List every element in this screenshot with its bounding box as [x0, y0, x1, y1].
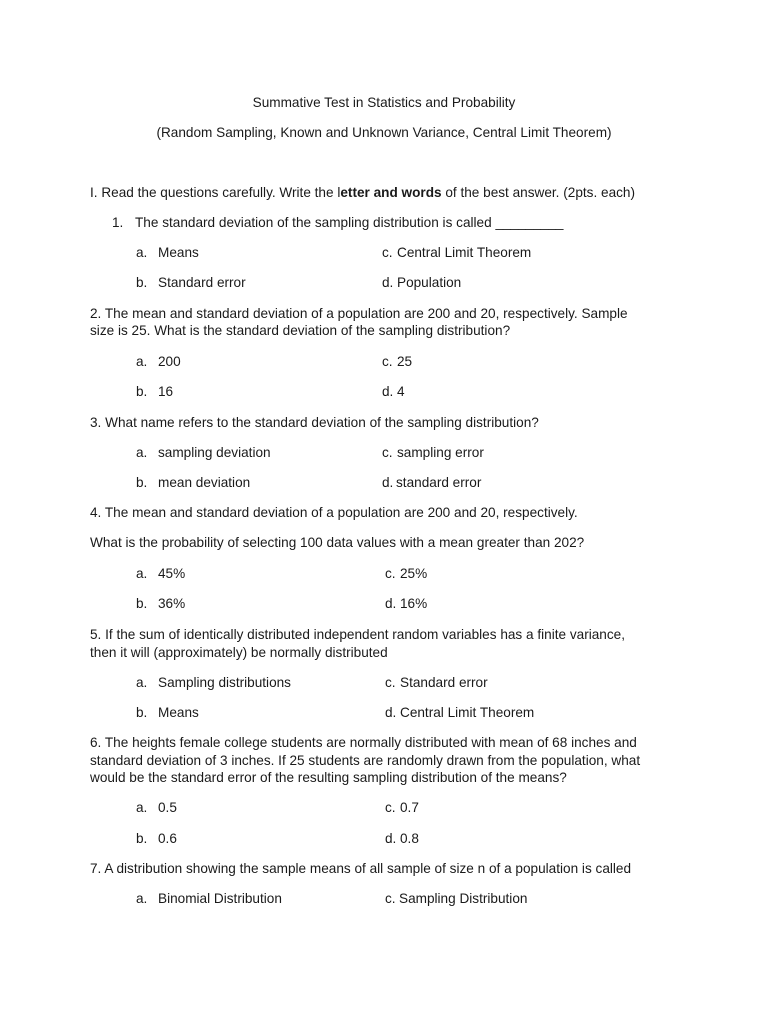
choice-letter: a.	[136, 245, 148, 260]
choice-letter: b.	[136, 705, 148, 720]
q5-choice-b	[136, 704, 199, 721]
q7-choice-a	[136, 890, 282, 907]
q2-choice-a	[136, 353, 181, 370]
q2-choice-c	[382, 353, 412, 370]
q2-choice-b	[136, 383, 173, 400]
choice-letter: b.	[136, 384, 148, 399]
question-1-number: 1.	[112, 215, 124, 230]
q1-choice-d	[382, 274, 461, 291]
q3-choice-d	[382, 474, 481, 491]
instructions	[90, 184, 635, 201]
page-title: Summative Test in Statistics and Probability	[252, 95, 516, 110]
choice-letter: c.	[382, 354, 393, 369]
choice-letter: a.	[136, 566, 148, 581]
choice-letter: a.	[136, 445, 148, 460]
choice-letter: c.	[382, 445, 393, 460]
question-6-line-1: 6. The heights female college students are normally distributed with mean of 68 inches and	[90, 735, 637, 750]
choice-letter: c.	[382, 245, 393, 260]
choice-text: 25	[397, 354, 413, 369]
choice-text: 16%	[400, 596, 428, 611]
page-subtitle: (Random Sampling, Known and Unknown Variance, Central Limit Theorem)	[156, 125, 612, 140]
choice-text: Sampling Distribution	[399, 891, 528, 906]
q2-choice-d	[382, 383, 405, 400]
question-4-line-1: 4. The mean and standard deviation of a population are 200 and 20, respectively.	[90, 505, 578, 520]
choice-text: 4	[397, 384, 405, 399]
instructions-bold: etter and words	[340, 185, 442, 200]
choice-text: sampling deviation	[158, 445, 271, 460]
choice-letter: d.	[382, 275, 394, 290]
q3-choice-a	[136, 444, 271, 461]
question-2-line-2: size is 25. What is the standard deviation of the sampling distribution?	[90, 323, 511, 338]
choice-text: 36%	[158, 596, 186, 611]
choice-text: mean deviation	[158, 475, 251, 490]
question-5-line-2: then it will (approximately) be normally distributed	[90, 645, 388, 660]
choice-text: Central Limit Theorem	[397, 245, 532, 260]
q6-choice-b	[136, 830, 177, 847]
choice-text: Sampling distributions	[158, 675, 291, 690]
choice-text: standard error	[396, 475, 482, 490]
instructions-text-1: I. Read the questions carefully. Write the l	[90, 185, 341, 200]
q1-choice-a	[136, 244, 199, 261]
q4-choice-b	[136, 595, 185, 612]
choice-text: Standard error	[400, 675, 488, 690]
q6-choice-d	[385, 830, 419, 847]
choice-text: Population	[397, 275, 462, 290]
choice-text: 0.6	[158, 831, 177, 846]
choice-text: 45%	[158, 566, 186, 581]
question-7-line-1: 7. A distribution showing the sample means of all sample of size n of a population is called	[90, 861, 632, 876]
choice-text: 0.5	[158, 800, 177, 815]
choice-text: Central Limit Theorem	[400, 705, 535, 720]
choice-letter: b.	[136, 596, 148, 611]
choice-letter: a.	[136, 354, 148, 369]
choice-letter: a.	[136, 800, 148, 815]
choice-letter: d.	[385, 831, 397, 846]
q6-choice-c	[385, 799, 419, 816]
choice-letter: c.	[385, 566, 396, 581]
choice-letter: d.	[382, 384, 394, 399]
choice-letter: d.	[385, 596, 397, 611]
q1-choice-b	[136, 274, 246, 291]
question-4-line-2: What is the probability of selecting 100 data values with a mean greater than 202?	[90, 535, 585, 550]
choice-text: 0.8	[400, 831, 419, 846]
q4-choice-c	[385, 565, 427, 582]
choice-letter: d.	[382, 475, 394, 490]
choice-text: Standard error	[158, 275, 246, 290]
question-1	[112, 214, 563, 231]
question-2-line-1: 2. The mean and standard deviation of a population are 200 and 20, respectively. Sample	[90, 306, 628, 321]
question-3-line-1: 3. What name refers to the standard deviation of the sampling distribution?	[90, 415, 539, 430]
question-6-line-2: standard deviation of 3 inches. If 25 students are randomly drawn from the population, what	[90, 753, 641, 768]
q5-choice-d	[385, 704, 534, 721]
q3-choice-b	[136, 474, 250, 491]
choice-letter: c.	[385, 800, 396, 815]
q5-choice-c	[385, 674, 488, 691]
choice-text: 0.7	[400, 800, 419, 815]
choice-text: 16	[158, 384, 174, 399]
q5-choice-a	[136, 674, 291, 691]
question-5-line-1: 5. If the sum of identically distributed independent random variables has a finite variance,	[90, 627, 625, 642]
q1-choice-c	[382, 244, 531, 261]
choice-letter: c.	[385, 675, 396, 690]
choice-letter: c.	[385, 891, 396, 906]
choice-letter: b.	[136, 831, 148, 846]
choice-letter: a.	[136, 675, 148, 690]
question-1-text: The standard deviation of the sampling distribution is called _________	[135, 215, 564, 230]
choice-text: sampling error	[397, 445, 484, 460]
choice-letter: b.	[136, 475, 148, 490]
choice-text: Binomial Distribution	[158, 891, 282, 906]
choice-text: Means	[158, 705, 199, 720]
choice-text: Means	[158, 245, 199, 260]
instructions-text-2: of the best answer. (2pts. each)	[441, 185, 636, 200]
choice-letter: b.	[136, 275, 148, 290]
q3-choice-c	[382, 444, 484, 461]
question-6-line-3: would be the standard error of the resulting sampling distribution of the means?	[90, 770, 567, 785]
choice-letter: a.	[136, 891, 148, 906]
choice-text: 25%	[400, 566, 428, 581]
q4-choice-a	[136, 565, 185, 582]
q6-choice-a	[136, 799, 177, 816]
choice-text: 200	[158, 354, 181, 369]
q4-choice-d	[385, 595, 427, 612]
choice-letter: d.	[385, 705, 397, 720]
q7-choice-c	[385, 890, 527, 907]
